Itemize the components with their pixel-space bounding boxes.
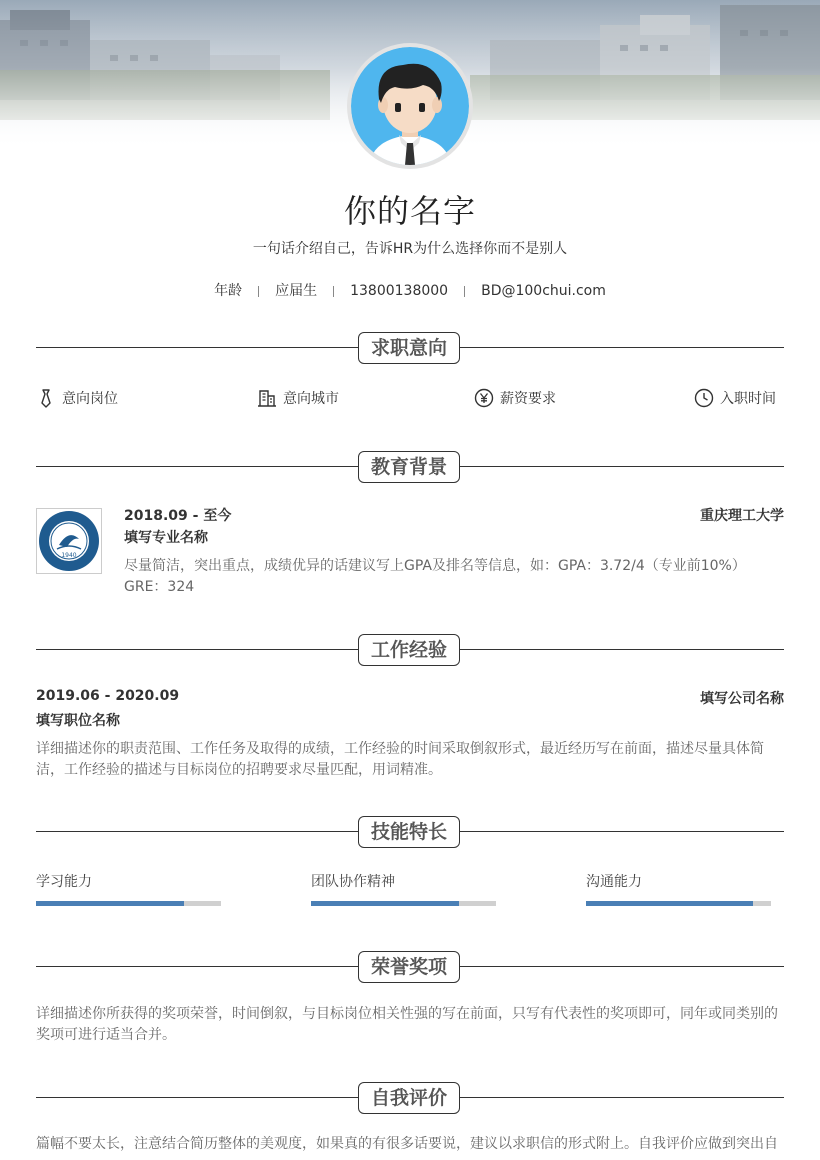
divider [258, 286, 259, 297]
contact-age: 年龄 [214, 283, 243, 299]
section-header-intent [36, 332, 784, 364]
building-icon [257, 388, 277, 408]
avatar-illustration [351, 47, 469, 165]
contact-info [0, 280, 820, 300]
section-header-self-eval [36, 1082, 784, 1114]
intent-label: 意向城市 [283, 391, 339, 407]
university-seal-icon [37, 509, 101, 573]
section-title: 教育背景 [358, 451, 460, 483]
intent-position [36, 388, 118, 408]
skill-bar-fill [311, 901, 459, 906]
intent-label: 意向岗位 [62, 391, 118, 407]
avatar [347, 43, 473, 169]
section-header-work [36, 634, 784, 666]
skill-bar-fill [586, 901, 753, 906]
intent-salary [474, 388, 556, 408]
section-title: 荣誉奖项 [358, 951, 460, 983]
honors-description: 详细描述你所获得的奖项荣誉，时间倒叙，与目标岗位相关性强的写在前面，只写有代表性的奖项即可，同年或同类别的奖项可进行适当合并。 [36, 1006, 778, 1043]
intent-start-date [694, 388, 776, 408]
yen-icon [474, 388, 494, 408]
self-eval-description: 篇幅不要太长，注意结合简历整体的美观度，如果真的有很多话要说，建议以求职信的形式附上。自我评价应做到突出自 [36, 1136, 778, 1152]
work-company: 填写公司名称 [700, 691, 784, 707]
skill-bar [586, 901, 771, 906]
intent-label: 入职时间 [720, 391, 776, 407]
logo-year: 1940 [61, 552, 77, 559]
education-description: 尽量简洁，突出重点，成绩优异的话建议写上GPA及排名等信息，如：GPA：3.72/4（专业前10%） GRE：324 [124, 558, 746, 595]
skill-label: 团队协作精神 [311, 874, 395, 890]
education-school: 重庆理工大学 [700, 508, 784, 524]
divider [333, 286, 334, 297]
section-title: 求职意向 [358, 332, 460, 364]
contact-email[interactable]: BD@100chui.com [481, 283, 606, 299]
section-title: 自我评价 [358, 1082, 460, 1114]
tagline: 一句话介绍自己，告诉HR为什么选择你而不是别人 [252, 241, 568, 257]
contact-phone[interactable]: 13800138000 [350, 283, 449, 299]
education-major: 填写专业名称 [124, 530, 208, 546]
intent-label: 薪资要求 [500, 391, 556, 407]
education-period: 2018.09 - 至今 [124, 508, 232, 524]
skill-bar-fill [36, 901, 184, 906]
university-logo [36, 508, 102, 574]
contact-status: 应届生 [275, 283, 318, 299]
section-header-education [36, 451, 784, 483]
skill-label: 沟通能力 [586, 874, 642, 890]
clock-icon [694, 388, 714, 408]
work-period: 2019.06 - 2020.09 [36, 688, 180, 704]
work-position: 填写职位名称 [36, 713, 120, 729]
divider [464, 286, 465, 297]
section-header-honors [36, 951, 784, 983]
work-description: 详细描述你的职责范围、工作任务及取得的成绩，工作经验的时间采取倒叙形式，最近经历写在前面，描述尽量具体简洁，工作经验的描述与目标岗位的招聘要求尽量匹配，用词精准。 [36, 741, 764, 778]
section-header-skills [36, 816, 784, 848]
section-title: 工作经验 [358, 634, 460, 666]
intent-city [257, 388, 339, 408]
skill-bar [36, 901, 221, 906]
skill-label: 学习能力 [36, 874, 92, 890]
skill-bar [311, 901, 496, 906]
tie-icon [36, 388, 56, 408]
section-title: 技能特长 [358, 816, 460, 848]
candidate-name: 你的名字 [343, 192, 476, 230]
